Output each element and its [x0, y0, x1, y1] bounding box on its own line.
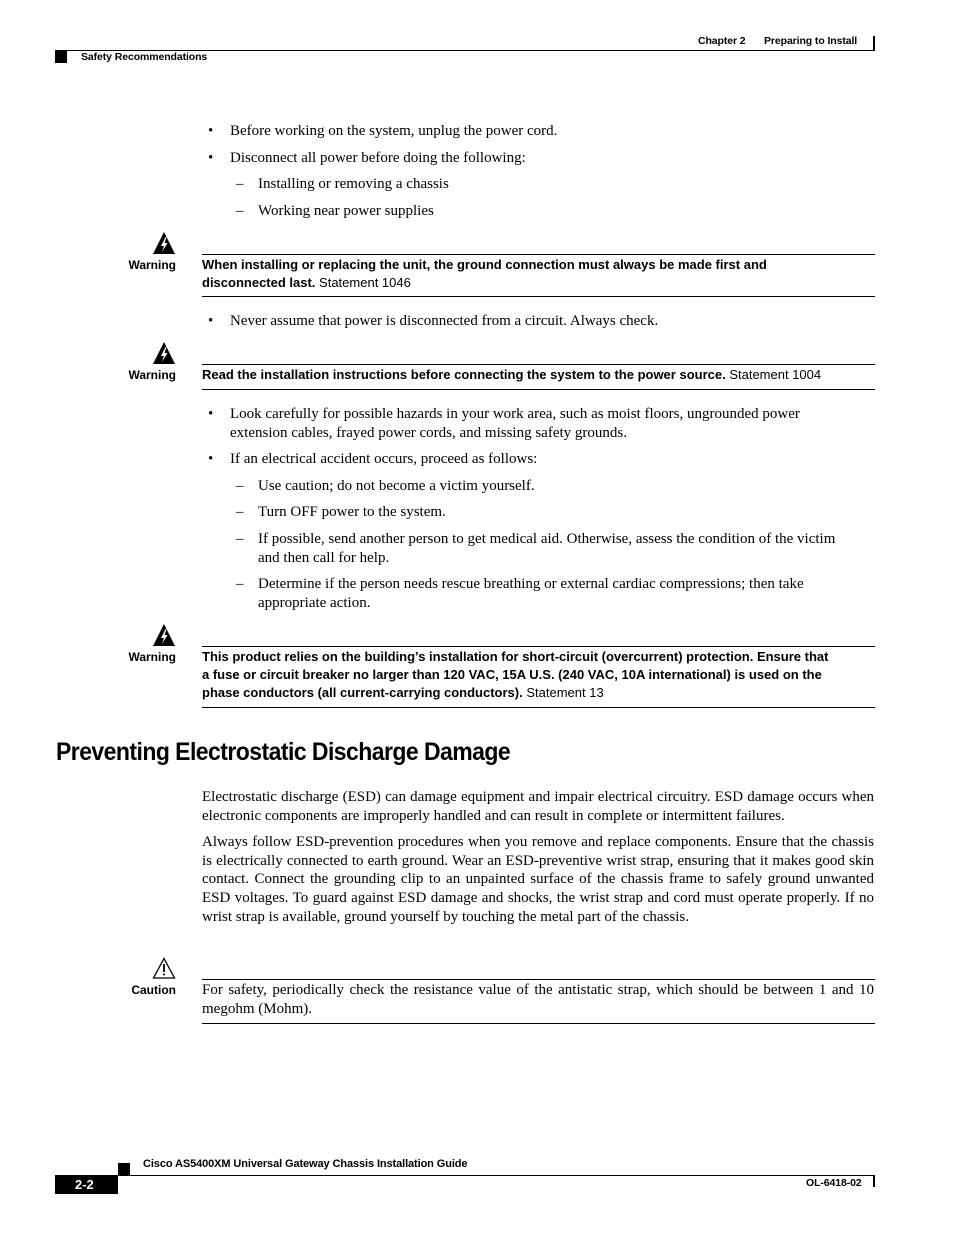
header-chapter-title: Preparing to Install: [764, 35, 858, 47]
list-item: Use caution; do not become a victim yourself.: [258, 478, 535, 494]
list-item: Disconnect all power before doing the following:: [230, 150, 526, 166]
page-number: 2-2: [75, 1177, 94, 1192]
list-item: If an electrical accident occurs, proceed as follows:: [230, 451, 538, 467]
warning-text: [202, 648, 875, 702]
dash-marker: –: [236, 576, 244, 592]
warning-bold-text: This product relies on the building’s installation for short-circuit (overcurrent) protection. Ensure that: [202, 649, 829, 664]
warning-bold-text: phase conductors (all current-carrying conductors).: [202, 685, 523, 700]
paragraph: Electrostatic discharge (ESD) can damage equipment and impair electrical circuitry. ESD damage occurs when electronic components are improperly handled and can result in complete or intermittent failures.: [202, 789, 874, 824]
dash-marker: –: [236, 531, 244, 547]
footer-rule: [118, 1175, 875, 1176]
warning-bold-text: Read the installation instructions before connecting the system to the power source.: [202, 367, 726, 382]
list-item: [230, 405, 800, 443]
statement-number: Statement 1004: [729, 367, 822, 382]
list-item: [258, 575, 804, 613]
list-item: Before working on the system, unplug the power cord.: [230, 123, 558, 139]
statement-number: Statement 1046: [319, 275, 411, 290]
warning-text: [202, 256, 875, 292]
warning-label: Warning: [128, 650, 176, 664]
bullet-marker: •: [208, 123, 214, 139]
dash-marker: –: [236, 203, 244, 219]
caution-label: Caution: [131, 983, 176, 997]
list-item-line: Determine if the person needs rescue breathing or external cardiac compressions; then take: [258, 576, 804, 592]
warning-bottom-rule: [202, 389, 875, 390]
dash-marker: –: [236, 504, 244, 520]
list-item-line: appropriate action.: [258, 595, 371, 611]
warning-electric-icon: [152, 623, 176, 647]
warning-top-rule: [202, 364, 875, 365]
list-item-line: extension cables, frayed power cords, and missing safety grounds.: [230, 425, 627, 441]
list-item-line: Look carefully for possible hazards in your work area, such as moist floors, ungrounded power: [230, 406, 800, 422]
header-chapter: Chapter 2: [698, 35, 746, 47]
warning-bold-text: disconnected last.: [202, 275, 316, 290]
list-item: Never assume that power is disconnected from a circuit. Always check.: [230, 313, 659, 329]
list-item-line: and then call for help.: [258, 550, 390, 566]
bullet-marker: •: [208, 406, 214, 422]
footer-guide-title: Cisco AS5400XM Universal Gateway Chassis Installation Guide: [143, 1158, 468, 1170]
section-title: Preventing Electrostatic Discharge Damage: [56, 738, 511, 766]
footer-right-bar: [873, 1175, 875, 1187]
warning-bottom-rule: [202, 707, 875, 708]
list-item-line: If possible, send another person to get medical aid. Otherwise, assess the condition of the victim: [258, 531, 836, 547]
list-item: Installing or removing a chassis: [258, 176, 449, 192]
footer-doc-number: OL-6418-02: [806, 1177, 862, 1189]
warning-label: Warning: [128, 258, 176, 272]
warning-bold-text: When installing or replacing the unit, the ground connection must always be made first and: [202, 257, 767, 272]
warning-bottom-rule: [202, 296, 875, 297]
warning-electric-icon: [152, 231, 176, 255]
dash-marker: –: [236, 478, 244, 494]
list-item: [258, 530, 835, 568]
warning-bold-text: a fuse or circuit breaker no larger than 120 VAC, 15A U.S. (240 VAC, 10A international) is used on the: [202, 667, 822, 682]
dash-marker: –: [236, 176, 244, 192]
warning-top-rule: [202, 646, 875, 647]
bullet-marker: •: [208, 313, 214, 329]
bullet-marker: •: [208, 451, 214, 467]
warning-top-rule: [202, 254, 875, 255]
caution-top-rule: [202, 979, 875, 980]
list-item: Turn OFF power to the system.: [258, 504, 446, 520]
caution-text: For safety, periodically check the resistance value of the antistatic strap, which should be between 1 and 10 megohm (Mohm).: [202, 982, 874, 1017]
caution-icon: [152, 957, 176, 979]
warning-text: [202, 366, 875, 384]
footer-square: [118, 1163, 130, 1175]
warning-label: Warning: [128, 368, 176, 382]
header-right-bar: [873, 36, 875, 50]
caution-bottom-rule: [202, 1023, 875, 1024]
statement-number: Statement 13: [526, 685, 604, 700]
bullet-marker: •: [208, 150, 214, 166]
list-item: Working near power supplies: [258, 203, 434, 219]
paragraph: Always follow ESD-prevention procedures when you remove and replace components. Ensure that the chassis is electrically connected to earth ground. Wear an ESD-preventive wrist strap, ensuring that it makes good skin contact. Connect the grounding clip to an unpainted surface of the chassis frame to safely ground unwanted ESD voltages. To guard against ESD damage and shocks, the wrist strap and cord must operate properly. If no wrist strap is available, ground yourself by touching the metal part of the chassis.: [202, 834, 874, 925]
header-section: Safety Recommendations: [81, 51, 208, 63]
warning-electric-icon: [152, 341, 176, 365]
header-square: [55, 51, 67, 63]
